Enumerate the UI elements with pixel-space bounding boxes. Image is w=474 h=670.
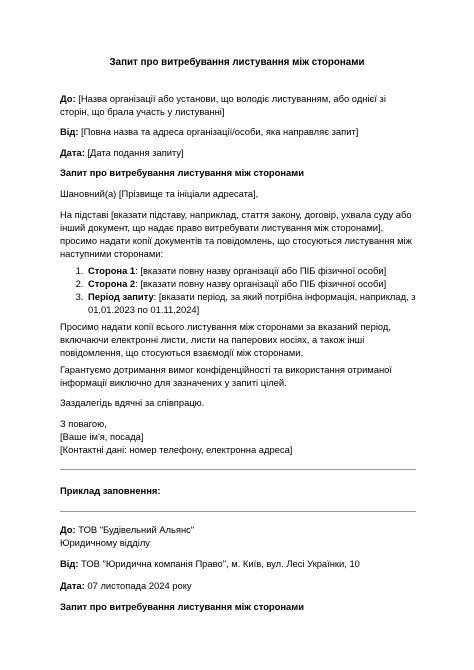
example-from-field bbox=[60, 558, 416, 571]
example-heading: Приклад заповнення: bbox=[60, 485, 161, 496]
divider bbox=[60, 469, 416, 470]
document-title: Запит про витребування листування між сторонами bbox=[109, 57, 365, 68]
example-to-label: До: bbox=[60, 524, 76, 535]
to-label: До: bbox=[60, 93, 76, 104]
list-item bbox=[86, 291, 416, 317]
to-field bbox=[60, 93, 416, 119]
list-item-label: Сторона 1 bbox=[88, 265, 136, 276]
from-text: [Повна назва та адреса організації/особи, яка направляє запит] bbox=[78, 126, 359, 137]
list-item bbox=[86, 278, 416, 291]
signer-contacts: [Контактні дані: номер телефону, електронна адреса] bbox=[60, 443, 293, 455]
greeting: Шановний(а) [Прізвище та ініціали адресата], bbox=[60, 188, 259, 199]
example-date-label: Дата: bbox=[60, 580, 85, 591]
from-label: Від: bbox=[60, 126, 79, 137]
list-item-text: : [вказати повну назву організації або ПІБ фізичної особи] bbox=[135, 265, 387, 276]
list-item-text: : [вказати повну назву організації або ПІБ фізичної особи] bbox=[135, 277, 387, 289]
signature-block bbox=[60, 418, 416, 457]
list-item-label: Період запиту bbox=[88, 290, 154, 302]
body-paragraph-2: Просимо надати копії всього листування між сторонами за вказаний період, включаючи електронні листи, листи на паперових носіях, а також інші повідомлення, що стосуються взаємодії між сторонами. bbox=[60, 321, 391, 358]
example-to-text: ТОВ "Будівельний Альянс" bbox=[75, 524, 195, 535]
example-date-text: 07 листопада 2024 року bbox=[84, 580, 192, 591]
example-to-line2: Юридичному відділу bbox=[60, 536, 150, 548]
list-item-text: : [вказати період, за який потрібна інформація, наприклад, з 01.01.2023 по 01.11.2024] bbox=[88, 290, 416, 315]
example-subject-heading: Запит про витребування листування між сторонами bbox=[60, 601, 304, 612]
thanks-line: Заздалегідь вдячні за співпрацю. bbox=[60, 397, 205, 408]
date-text: [Дата подання запиту] bbox=[84, 147, 184, 158]
subject-heading: Запит про витребування листування між сторонами bbox=[60, 167, 304, 178]
example-to-field bbox=[60, 524, 416, 550]
example-date-field bbox=[60, 580, 416, 593]
signer-name: [Ваше ім'я, посада] bbox=[60, 430, 144, 442]
parties-list bbox=[60, 265, 416, 317]
body-paragraph-1: На підставі [вказати підставу, наприклад, стаття закону, договір, ухвала суду або інший документ, що надає право витребувати листування між сторонами], просимо надати копії документів та повідомлень, що стосуються листування між наступними сторонами: bbox=[60, 209, 412, 259]
divider bbox=[60, 511, 416, 512]
date-field bbox=[60, 147, 416, 160]
example-from-label: Від: bbox=[60, 558, 79, 569]
body-paragraph-3: Гарантуємо дотримання вимог конфіденційності та використання отриманої інформації виключно для зазначених у запиті цілей. bbox=[60, 364, 392, 388]
date-label: Дата: bbox=[60, 147, 85, 158]
regards-line: З повагою, bbox=[60, 418, 107, 429]
to-text: [Назва організації або установи, що володіє листуванням, або однієї зі сторін, що брала участь у листуванні] bbox=[60, 93, 386, 117]
from-field bbox=[60, 126, 416, 139]
list-item-label: Сторона 2 bbox=[88, 277, 136, 289]
example-from-text: ТОВ "Юридична компанія Право", м. Київ, вул. Лесі Українки, 10 bbox=[78, 558, 360, 569]
list-item bbox=[86, 265, 416, 278]
